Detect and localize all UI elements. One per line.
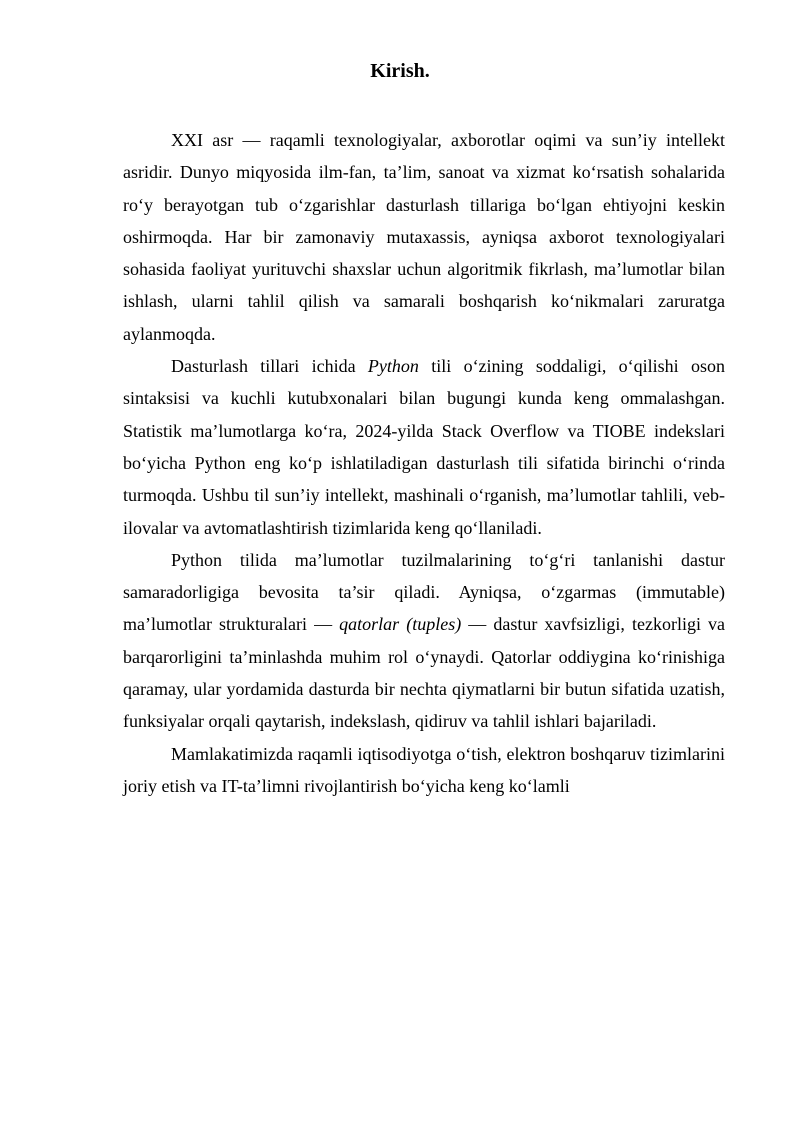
paragraph-4 xyxy=(123,738,725,803)
paragraph-text: Python tilida ma’lumotlar tuzilmalarining to‘g‘ri tanlanishi dastur samaradorligiga bevosita ta’sir qiladi. Ayniqsa, o‘zgarmas (immutable) ma’lumotlar strukturalari — xyxy=(123,549,725,635)
body-text xyxy=(123,124,725,802)
paragraph-text: Mamlakatimizda raqamli iqtisodiyotga o‘tish, elektron boshqaruv tizimlarini joriy etish va IT-ta’limni rivojlantirish bo‘yicha keng ko‘lamli xyxy=(123,743,725,796)
paragraph-text: XXI asr — raqamli texnologiyalar, axborotlar oqimi va sun’iy intellekt asridir. Dunyo miqyosida ilm-fan, ta’lim, sanoat va xizmat ko‘rsatish sohalarida ro‘y berayotgan tub o‘zgarishlar dasturlash tillariga bo‘lgan ehtiyojni keskin oshirmoqda. Har bir zamonaviy mutaxassis, ayniqsa axborot texnologiyalari sohasida faoliyat yurituvchi shaxslar uchun algoritmik fikrlash, ma’lumotlar bilan ishlash, ularni tahlil qilish va samarali boshqarish ko‘nikmalari zaruratga aylanmoqda. xyxy=(123,130,725,344)
paragraph-italic-term: Python xyxy=(367,356,419,377)
paragraph-text: — dastur xavfsizligi, tezkorligi va barqarorligini ta’minlashda muhim rol o‘ynaydi. Qatorlar oddiygina ko‘rinishiga qaramay, ular yordamida dasturda bir nechta qiymatlarni bir butun sifatida uzatish, funksiyalar orqali qaytarish, indekslash, qidiruv va tahlil ishlari bajariladi. xyxy=(123,614,726,732)
paragraph-3 xyxy=(123,544,725,738)
paragraph-text: tili o‘zining soddaligi, o‘qilishi oson sintaksisi va kuchli kutubxonalari bilan bugungi kunda keng ommalashgan. Statistik ma’lumotlarga ko‘ra, 2024-yilda Stack Overflow va TIOBE indekslari bo‘yicha Python eng ko‘p ishlatiladigan dasturlash tili sifatida birinchi o‘rinda turmoqda. Ushbu til sun’iy intellekt, mashinali o‘rganish, ma’lumotlar tahlili, veb-ilovalar va avtomatlashtirish tizimlarida keng qo‘llaniladi. xyxy=(123,356,726,538)
paragraph-2 xyxy=(123,350,725,544)
paragraph-italic-term: qatorlar (tuples) xyxy=(339,614,462,635)
page-title: Kirish. xyxy=(370,60,430,82)
paragraph-1 xyxy=(123,124,725,350)
paragraph-text: Dasturlash tillari ichida xyxy=(171,356,368,377)
